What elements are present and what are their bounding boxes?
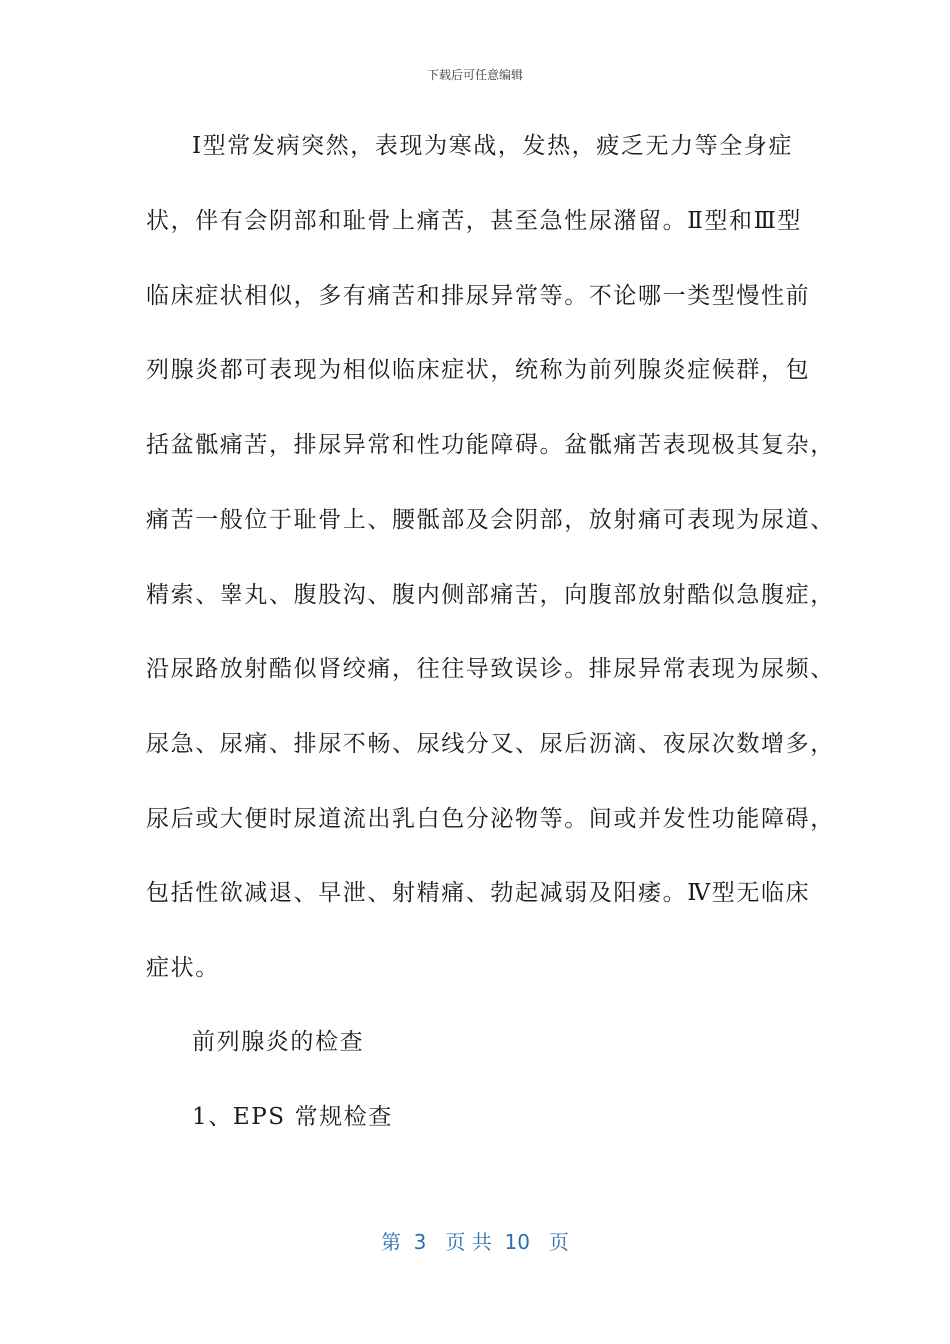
body-line: 括盆骶痛苦，排尿异常和性功能障碍。盆骶痛苦表现极其复杂， [146,432,835,458]
page-header: 下载后可任意编辑 [426,68,523,82]
body-line: 精索、睾丸、腹股沟、腹内侧部痛苦，向腹部放射酷似急腹症， [146,582,835,608]
section-heading: 前列腺炎的检查 [192,1029,365,1055]
subsection-heading: 1、EPS 常规检查 [192,1104,393,1130]
body-line: 尿后或大便时尿道流出乳白色分泌物等。间或并发性功能障碍， [146,806,835,832]
body-line: Ⅰ型常发病突然，表现为寒战，发热，疲乏无力等全身症 [192,133,794,159]
page-footer: 第 3 页 共 10 页 [380,1230,570,1254]
body-line: 痛苦一般位于耻骨上、腰骶部及会阴部，放射痛可表现为尿道、 [146,507,835,533]
body-line: 包括性欲减退、早泄、射精痛、勃起减弱及阳痿。Ⅳ型无临床 [146,880,811,906]
body-line: 状，伴有会阴部和耻骨上痛苦，甚至急性尿潴留。Ⅱ型和Ⅲ型 [146,208,803,234]
body-line: 列腺炎都可表现为相似临床症状，统称为前列腺炎症候群，包 [146,357,811,383]
body-line: 沿尿路放射酷似肾绞痛，往往导致误诊。排尿异常表现为尿频、 [146,656,835,682]
body-line: 临床症状相似，多有痛苦和排尿异常等。不论哪一类型慢性前 [146,283,811,309]
body-line: 症状。 [146,955,220,981]
body-line: 尿急、尿痛、排尿不畅、尿线分叉、尿后沥滴、夜尿次数增多， [146,731,835,757]
